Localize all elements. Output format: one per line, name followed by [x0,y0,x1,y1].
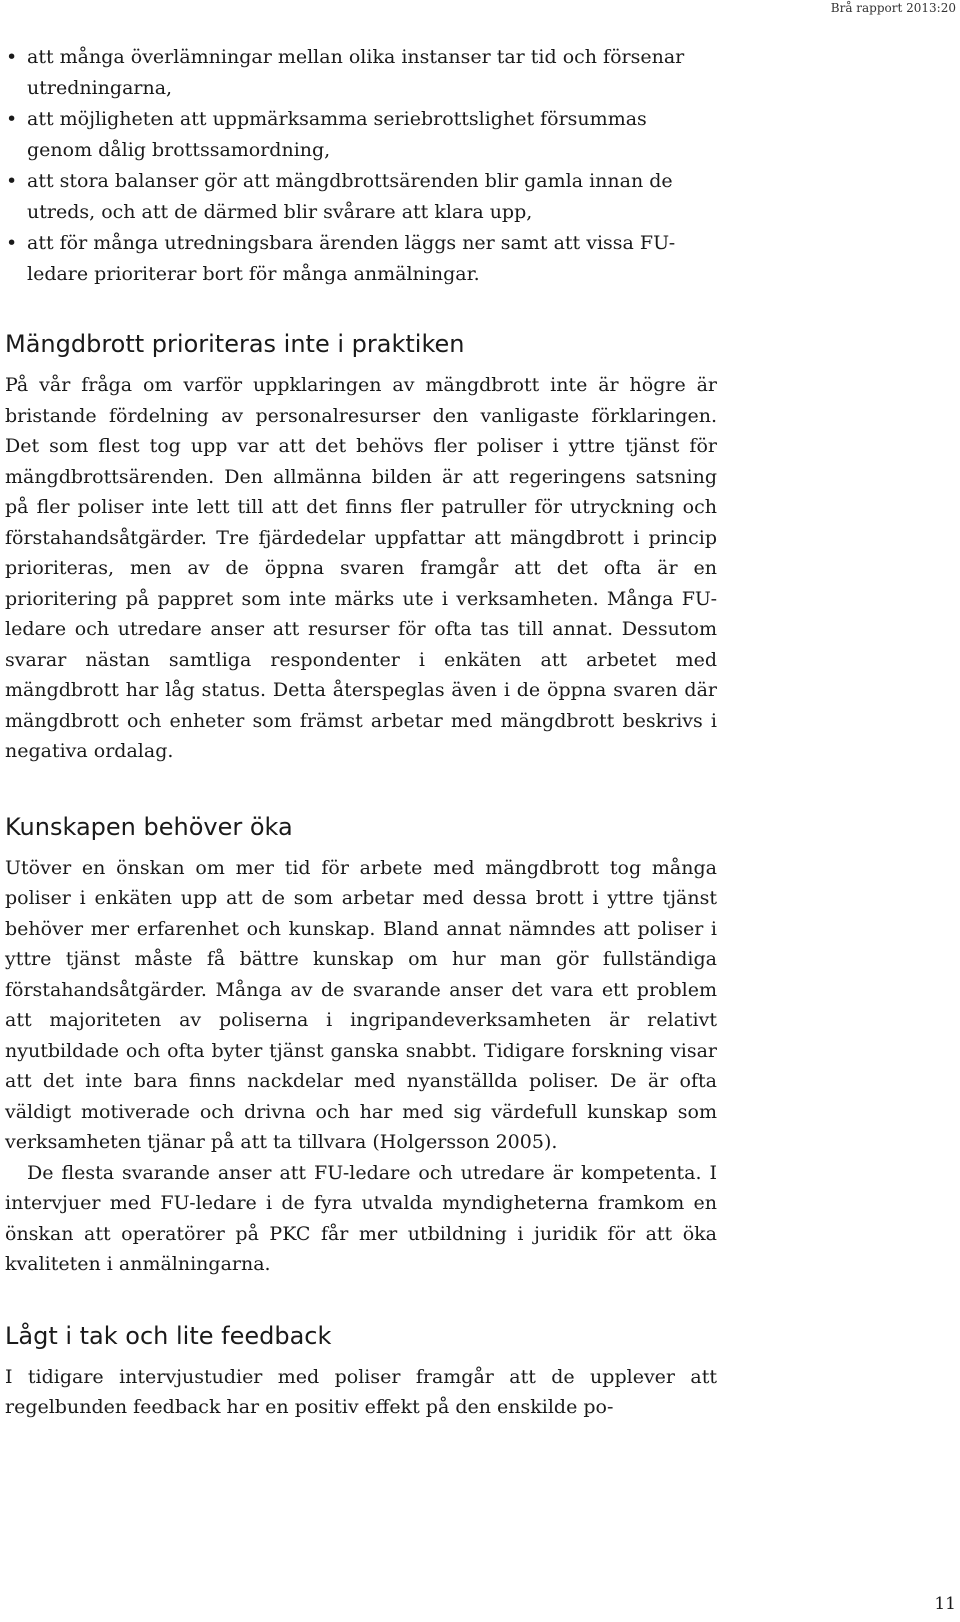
body-paragraph: Utöver en önskan om mer tid för arbete med mängdbrott tog många poliser i enkäten upp att de som arbetar med dessa brott i yttre tjänst behöver mer erfarenhet och kunskap. Bland annat nämndes att poliser i yttre tjänst måste få bättre kunskap om hur man gör fullständiga förstahandsåtgärder. Många av de svarande anser det vara ett problem att majoriteten av poliserna i ingripandeverksamheten är relativt nyutbildade och ofta byter tjänst ganska snabbt. Tidigare forskning visar att det inte bara finns nackdelar med nyanställda poliser. De är ofta väldigt motiverade och drivna och har med sig värdefull kunskap som verksamheten tjänar på att ta tillvara (Holgersson 2005). [5,856,717,1153]
body-paragraph: I tidigare intervjustudier med poliser framgår att de upplever att regelbunden feedback har en positiv effekt på den enskilde po- [5,1365,717,1418]
list-item [5,42,717,104]
body-paragraph: På vår fråga om varför uppklaringen av mängdbrott inte är högre är bristande fördelning av personalresurser den vanligaste förklaringen. Det som flest tog upp var att det behövs fler poliser i yttre tjänst för mängdbrottsärenden. Den allmänna bilden är att regeringens satsning på fler poliser inte lett till att det finns fler patruller för utryckning och förstahandsåtgärder. Tre fjärdedelar uppfattar att mängdbrott i princip prioriteras, men av de öppna svaren framgår att det ofta är en prioritering på pappret som inte märks ute i verksamheten. Många FU-ledare och utredare anser att resurser för ofta tas till annat. Dessutom svarar nästan samtliga respondenter i enkäten att arbetet med mängdbrott har låg status. Detta återspeglas även i de öppna svaren där mängdbrott och enheter som främst arbetar med mängdbrott beskrivs i negativa ordalag. [5,374,717,762]
list-item-text: att för många utredningsbara ärenden läggs ner samt att vissa FU-ledare prioriterar bort för många anmälningar. [27,232,676,285]
list-item-text: att möjligheten att uppmärksamma seriebrottslighet försummas genom dålig brottssamordning, [27,108,647,161]
list-item-text: att stora balanser gör att mängdbrottsärenden blir gamla innan de utreds, och att de därmed blir svårare att klara upp, [27,170,673,223]
bullet-icon: • [6,108,18,130]
section-heading: Mängdbrott prioriteras inte i praktiken [5,330,465,358]
list-item [5,228,717,290]
bullet-icon: • [6,170,18,192]
bullet-list [5,42,717,290]
page-content [5,42,717,1423]
page-number: 11 [934,1594,956,1614]
list-item-text: att många överlämningar mellan olika instanser tar tid och försenar utredningarna, [27,46,685,99]
body-paragraph: De flesta svarande anser att FU-ledare och utredare är kompetenta. I intervjuer med FU-ledare i de fyra utvalda myndigheterna framkom en önskan att operatörer på PKC får mer utbildning i juridik för att öka kvaliteten i anmälningarna. [5,1161,717,1275]
list-item [5,166,717,228]
section-heading: Kunskapen behöver öka [5,812,293,841]
bullet-icon: • [6,46,18,68]
list-item [5,104,717,166]
running-header: Brå rapport 2013:20 [830,1,956,15]
section-heading: Lågt i tak och lite feedback [5,1321,332,1350]
bullet-icon: • [6,232,18,254]
